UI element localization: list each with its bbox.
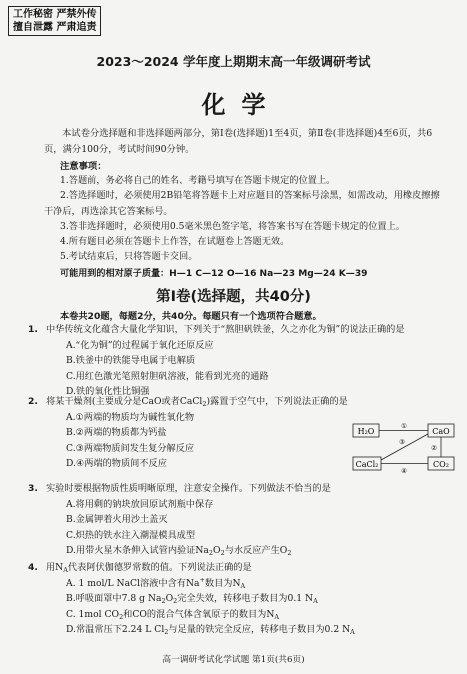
option-c: C.炽热的铁水注入潮湿模具成型 (66, 529, 196, 541)
option-d-part1: D.用带火星木条伸入试管内验证Na (66, 545, 209, 556)
note-item: 5.考试结束后，只将答题卡交回。 (60, 251, 198, 263)
link-label-3: ③ (399, 438, 405, 446)
intro-paragraph: 本试卷分选择题和非选择题两部分，第Ⅰ卷(选择题)1至4页，第Ⅱ卷(非选择题)4至6页，共6页，满分100分，考试时间90分钟。 (44, 128, 433, 155)
option-a: A.“化为铜”的过程属于氧化还原反应 (66, 339, 214, 351)
reaction-diagram (352, 422, 458, 474)
question-number: 4. (28, 562, 38, 573)
notes-title: 注意事项： (60, 161, 107, 172)
option-d-part2: O (213, 545, 221, 556)
question-stem: 4. 用$N_A$代表阿伏伽德罗常数的值。下列说法正确的是 (28, 562, 252, 574)
question-text-part1: 将某干燥剂(主要成分是CaO或者CaCl (46, 396, 203, 407)
option-b: B.金属钾着火用沙土盖灭 (66, 514, 168, 525)
option-d-part1: D.常温常压下2.24 L Cl (66, 624, 165, 635)
option-c: C.③两端物质间发生复分解反应 (66, 442, 195, 454)
option-c: C. 1mol $CO_2$和CO的混合气体含氧原子的数目为$N_A$ (66, 608, 280, 621)
question-stem (28, 481, 452, 497)
note-item: 2.答选择题时，必须使用2B铅笔将答题卡上对应题目的答案标号涂黑，如需改动，用橡皮擦擦干净后，再选涂其它答案标号。 (44, 190, 440, 217)
option-b-part3: 完全失效，转移电子数目为0.1 N (177, 593, 314, 604)
option-a: A. 1 mol/L NaCl溶液中含有Na+数目为$N_A$ (66, 575, 246, 590)
option-d: D.铁的氧化性比铜强 (66, 386, 150, 397)
option-b-part1: B.呼吸面罩中7.8 g Na (66, 593, 162, 604)
option-c-part2: 和CO的混合气体含氧原子的数目为N (123, 608, 275, 620)
question-text-part2: 代表阿伏伽德罗常数的值。下列说法正确的是 (67, 562, 252, 573)
option-a: A.①两端的物质均为碱性氧化物 (66, 411, 195, 423)
option-b: B.②两端的物质都为钙盐 (66, 427, 167, 438)
h2o-label: H₂O (357, 427, 375, 436)
question-stem (28, 322, 452, 338)
subject-title: 化学 (201, 91, 282, 119)
question-3 (28, 481, 452, 559)
question-1 (28, 322, 452, 400)
option-b: B.铁釜中的铁能导电属于电解质 (66, 355, 196, 366)
option-d-part2: 与足量的铁完全反应，转移电子数目为0.2 N (168, 624, 351, 635)
option-a: A.将用剩的钠块放回原试剂瓶中保存 (66, 498, 214, 510)
option-d-part3: 与水反应产生O (224, 545, 288, 556)
co2-label: CO₂ (433, 460, 449, 469)
option-a-part1: A. 1 mol/L NaCl溶液中含有Na (66, 577, 200, 589)
exam-title: 2023～2024 学年度上期期末高一年级调研考试 (96, 54, 371, 69)
atomic-masses: 可能用到的相对原子质量：H—1 C—12 O—16 Na—23 Mg—24 K—39 (60, 269, 368, 279)
note-item: 1.答题前，务必将自己的姓名、考籍号填写在答题卡规定的位置上。 (60, 175, 336, 186)
confidential-stamp (8, 6, 101, 36)
link-label-2: ② (431, 444, 437, 452)
question-stem: 2. 将某干燥剂(主要成分是CaO或者CaCl$_2$)露置于空气中，下列说法正确的是 (28, 396, 348, 408)
section-title: 第Ⅰ卷(选择题，共40分) (156, 289, 311, 305)
question-number: 3. (28, 483, 38, 494)
question-4 (28, 560, 452, 638)
page-footer: 高一调研考试化学试题 第1页(共6页) (162, 655, 305, 665)
option-b-part2: O (165, 593, 174, 604)
option-c: C.用红色激光笔照射胆矾溶液，能看到光亮的通路 (66, 370, 269, 382)
option-d: D.④两端的物质间不反应 (66, 458, 167, 469)
option-d: D.常温常压下2.24 L $Cl_2$与足量的铁完全反应，转移电子数目为0.2 $N_A$ (66, 624, 355, 636)
option-a-part2: 数目为N (204, 577, 241, 589)
link-label-1: ① (401, 422, 407, 430)
option-d: D.用带火星木条伸入试管内验证$Na_2O_2$与水反应产生$O_2$ (66, 545, 292, 557)
question-number: 1. (28, 324, 38, 335)
note-item: 4.所有题目必须在答题卡上作答，在试题卷上答题无效。 (60, 236, 290, 248)
note-item: 3.答非选择题时，必须使用0.5毫米黑色签字笔，将答案书写在答题卡规定的位置上。 (60, 220, 405, 232)
stamp-line-1: 工作秘密 严禁外传 (13, 9, 97, 20)
question-number: 2. (28, 396, 38, 407)
link-label-4: ④ (401, 467, 407, 474)
option-c-part1: C. 1mol CO (66, 608, 120, 620)
option-b: B.呼吸面罩中7.8 g $Na_2O_2$完全失效，转移电子数目为0.1 $N_A$ (66, 593, 318, 605)
cao-label: CaO (432, 427, 450, 436)
question-text: 中华传统文化蕴含大量化学知识，下列关于“熬胆矾铁釜，久之亦化为铜”的说法正确的是 (46, 324, 405, 335)
question-text: 实验时要根据物质性质明晰原理，注意安全操作。下列做法不恰当的是 (46, 483, 331, 494)
notes-list (44, 173, 446, 265)
question-text-part1: 用N (46, 562, 64, 573)
stamp-line-2: 擅自泄露 严肃追责 (13, 22, 97, 33)
cacl2-label: CaCl₂ (355, 460, 379, 469)
section-intro: 本卷共20题，每题2分，共40分。每题只有一个选项符合题意。 (60, 311, 322, 322)
question-text-part2: )露置于空气中，下列说法正确的是 (206, 396, 348, 407)
